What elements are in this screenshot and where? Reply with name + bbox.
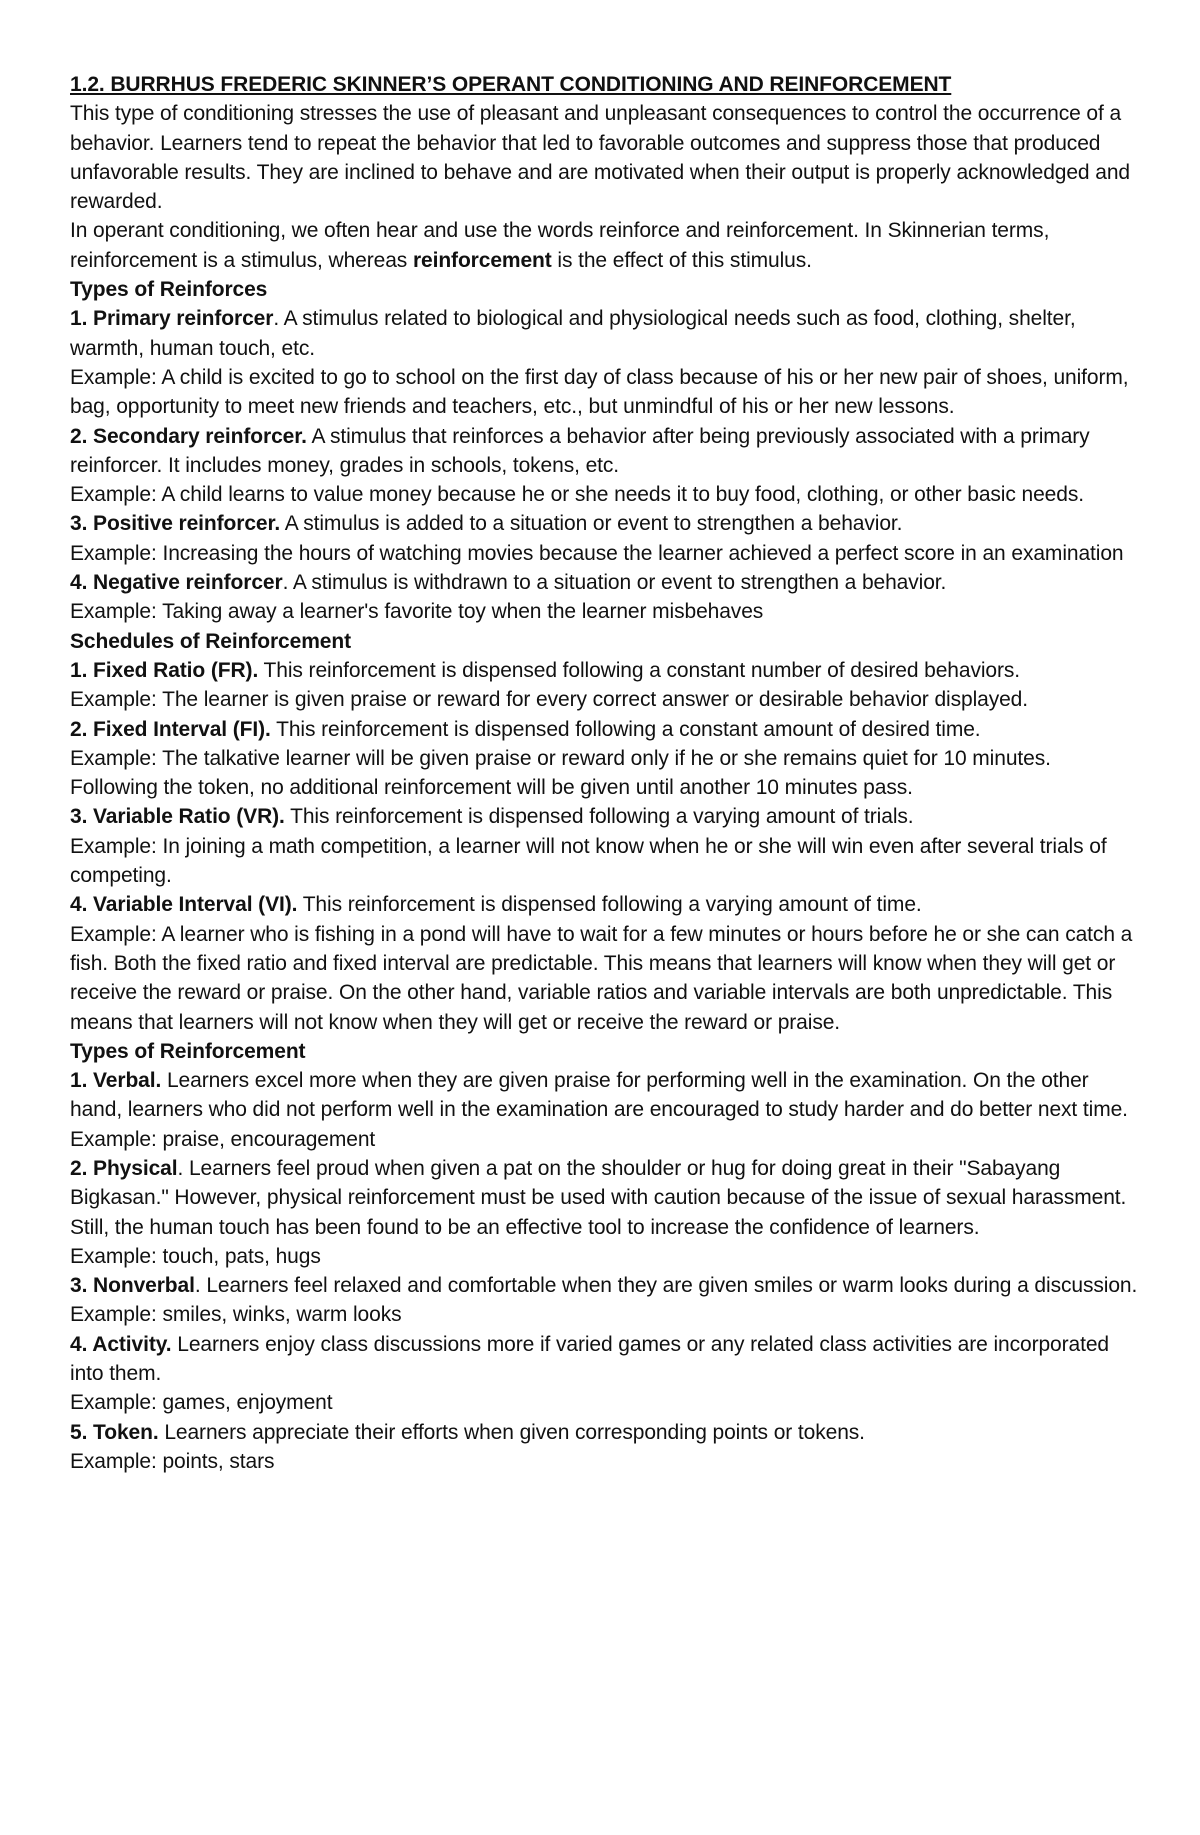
subsection-heading: Types of Reinforcement [70, 1039, 306, 1063]
example-paragraph: Example: games, enjoyment [70, 1391, 333, 1415]
list-item-term: 1. Primary reinforcer [70, 307, 274, 331]
list-item-term: 2. Fixed Interval (FI). [70, 717, 271, 741]
list-item-description: Learners excel more when they are given praise for performing well in the examination. On the other hand, learners who did not perform well in the examination are encouraged to study harder and do better next time. [70, 1069, 1128, 1122]
list-item-description: . A stimulus is withdrawn to a situation or event to strengthen a behavior. [282, 571, 947, 595]
paragraph-text: In operant conditioning, we often hear and use the words reinforce and reinforcement. In Skinnerian terms, reinforcement is a stimulus, whereas [70, 219, 1050, 272]
subsection-heading: Types of Reinforces [70, 278, 268, 302]
body-paragraph: This type of conditioning stresses the use of pleasant and unpleasant consequences to control the occurrence of a behavior. Learners tend to repeat the behavior that led to favorable outcomes and suppress those that produced unfavorable results. They are inclined to behave and are motivated when their output is properly acknowledged and rewarded. [70, 102, 1130, 214]
list-item [70, 1271, 1140, 1300]
list-item [70, 890, 1140, 919]
example-paragraph: Example: Increasing the hours of watching movies because the learner achieved a perfect score in an examination [70, 541, 1124, 565]
example-paragraph: Example: A child learns to value money because he or she needs it to buy food, clothing, or other basic needs. [70, 483, 1084, 507]
example-paragraph: Example: The learner is given praise or reward for every correct answer or desirable behavior displayed. [70, 688, 1029, 712]
list-item-description: This reinforcement is dispensed following a constant amount of desired time. [270, 717, 981, 741]
list-item-description: Learners enjoy class discussions more if varied games or any related class activities are incorporated into them. [70, 1332, 1109, 1386]
list-item-term: 3. Positive reinforcer. [70, 512, 281, 536]
list-item-term: 4. Variable Interval (VI). [70, 893, 298, 917]
list-item-description: A stimulus is added to a situation or event to strengthen a behavior. [280, 512, 903, 536]
list-item-description: This reinforcement is dispensed following a varying amount of time. [297, 893, 922, 917]
list-item [70, 422, 1140, 481]
example-paragraph: Example: points, stars [70, 1449, 275, 1473]
example-paragraph: Example: praise, encouragement [70, 1127, 376, 1151]
subsection-heading: Schedules of Reinforcement [70, 629, 351, 653]
list-item [70, 802, 1140, 831]
list-item [70, 715, 1140, 744]
list-item-description: A stimulus that reinforces a behavior after being previously associated with a primary reinforcer. It includes money, grades in schools, tokens, etc. [70, 424, 1090, 477]
list-item [70, 304, 1140, 363]
emphasized-term: reinforcement [412, 248, 552, 272]
list-item-description: . Learners feel proud when given a pat on the shoulder or hug for doing great in their "Sabayang Bigkasan." However, physical reinforcement must be used with caution because of the issue of sexual harassment. Still, the human touch has been found to be an effective tool to increase the confidence of learners. [70, 1156, 1127, 1239]
list-item-term: 4. Negative reinforcer [70, 571, 283, 595]
example-paragraph: Example: A child is excited to go to school on the first day of class because of his or her new pair of shoes, uniform, bag, opportunity to meet new friends and teachers, etc., but unmindful of his or her new lessons. [70, 365, 1129, 419]
list-item [70, 656, 1140, 685]
example-paragraph: Example: touch, pats, hugs [70, 1244, 321, 1268]
example-paragraph: Example: Taking away a learner's favorite toy when the learner misbehaves [70, 600, 764, 624]
list-item-term: 3. Nonverbal [70, 1274, 195, 1298]
list-item-term: 4. Activity. [70, 1332, 172, 1356]
list-item-term: 5. Token. [70, 1420, 159, 1444]
example-paragraph: Example: smiles, winks, warm looks [70, 1303, 402, 1327]
list-item [70, 568, 1140, 597]
list-item [70, 1066, 1140, 1125]
list-item [70, 1418, 1140, 1447]
list-item-term: 3. Variable Ratio (VR). [70, 805, 285, 829]
list-item-description: This reinforcement is dispensed following a constant number of desired behaviors. [258, 658, 1021, 682]
list-item-term: 1. Verbal. [70, 1069, 162, 1093]
list-item-term: 1. Fixed Ratio (FR). [70, 658, 259, 682]
list-item-description: . Learners feel relaxed and comfortable when they are given smiles or warm looks during a discussion. [194, 1274, 1138, 1298]
list-item-description: This reinforcement is dispensed following a varying amount of trials. [284, 805, 914, 829]
list-item-description: . A stimulus related to biological and physiological needs such as food, clothing, shelter, warmth, human touch, etc. [70, 307, 1076, 360]
paragraph-text: is the effect of this stimulus. [551, 248, 812, 272]
section-heading: 1.2. BURRHUS FREDERIC SKINNER’S OPERANT CONDITIONING AND REINFORCEMENT [70, 73, 952, 96]
list-item-term: 2. Secondary reinforcer. [70, 424, 307, 448]
list-item [70, 509, 1140, 538]
example-paragraph: Example: The talkative learner will be given praise or reward only if he or she remains quiet for 10 minutes. Following the token, no additional reinforcement will be given until another 10 minutes pass. [70, 746, 1051, 800]
body-paragraph [70, 216, 1140, 275]
example-paragraph: Example: A learner who is fishing in a pond will have to wait for a few minutes or hours before he or she can catch a fish. Both the fixed ratio and fixed interval are predictable. This means that learners will know when they will get or receive the reward or praise. On the other hand, variable ratios and variable intervals are both unpredictable. This means that learners will not know when they will get or receive the reward or praise. [70, 922, 1133, 1034]
list-item [70, 1154, 1140, 1242]
list-item [70, 1330, 1140, 1389]
list-item-description: Learners appreciate their efforts when given corresponding points or tokens. [158, 1420, 865, 1444]
example-paragraph: Example: In joining a math competition, a learner will not know when he or she will win even after several trials of competing. [70, 834, 1107, 888]
document-body [70, 70, 1140, 1476]
list-item-term: 2. Physical [70, 1156, 178, 1180]
